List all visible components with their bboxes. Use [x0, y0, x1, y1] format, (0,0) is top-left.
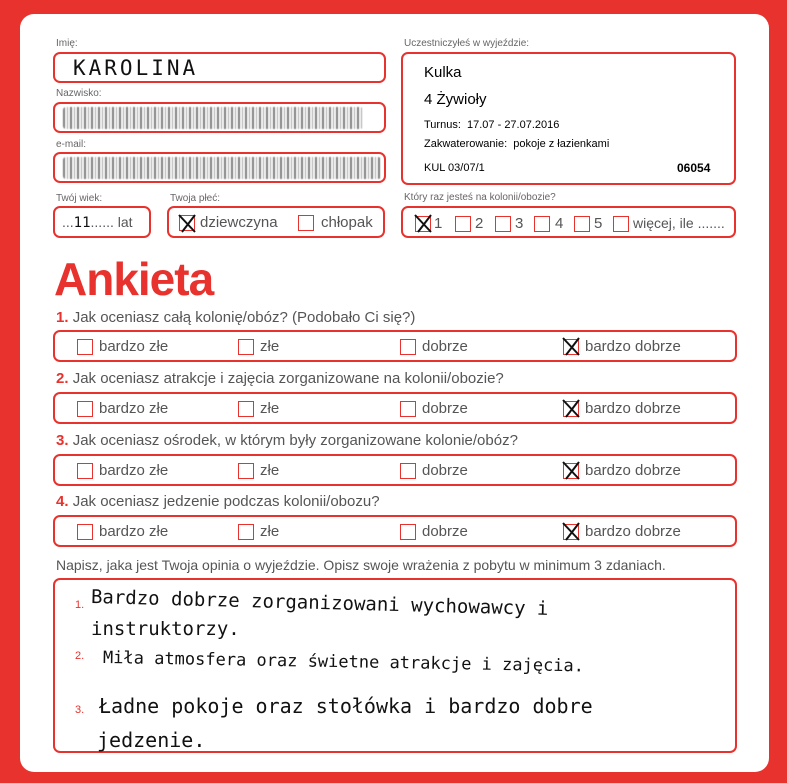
checkbox-wiecej[interactable] [613, 216, 629, 232]
rating-option-label: złe [260, 523, 280, 540]
rating-checkbox[interactable] [400, 339, 416, 355]
accommodation-line [424, 138, 609, 150]
opinion-line-3: Miła atmosfera oraz świetne atrakcje i zajęcia. [102, 648, 585, 677]
gender-option-chlopak: chłopak [321, 214, 373, 231]
turnus-label: Turnus: [424, 119, 461, 131]
which-time-option-3: 3 [515, 215, 524, 232]
question-2 [56, 370, 504, 387]
accommodation-label: Zakwaterowanie: [424, 138, 508, 150]
redacted-surname [63, 107, 363, 129]
rating-option-label: dobrze [422, 523, 468, 540]
trip-program: 4 Żywioły [424, 91, 487, 108]
rating-checkbox[interactable] [77, 339, 93, 355]
rating-checkbox[interactable] [238, 401, 254, 417]
accommodation-value: pokoje z łazienkami [513, 138, 610, 150]
rating-option-label: bardzo złe [99, 462, 169, 479]
rating-checkbox[interactable] [400, 463, 416, 479]
question-text: Jak oceniasz ośrodek, w którym były zorganizowane kolonie/obóz? [72, 432, 518, 449]
rating-checkbox[interactable] [238, 463, 254, 479]
checkbox-2[interactable] [455, 216, 471, 232]
opinion-line-1: Bardzo dobrze zorganizowani wychowawcy i [90, 586, 549, 620]
trip-info-box [401, 52, 736, 185]
opinion-line-5: jedzenie. [97, 728, 206, 752]
rating-option-label: dobrze [422, 338, 468, 355]
age-line: ...11...... lat [62, 214, 133, 231]
rating-option-label: bardzo złe [99, 338, 169, 355]
rating-checkbox[interactable] [77, 463, 93, 479]
opinion-number-1: 1. [75, 599, 85, 611]
opinion-number-3: 3. [75, 704, 85, 716]
name-value: KAROLINA [73, 56, 199, 80]
rating-checkbox[interactable] [238, 339, 254, 355]
age-unit: lat [117, 214, 133, 230]
age-label: Twój wiek: [56, 193, 103, 204]
rating-option-label: złe [260, 462, 280, 479]
trip-name: Kulka [424, 64, 462, 81]
name-label: Imię: [56, 38, 78, 49]
surname-label: Nazwisko: [56, 88, 102, 99]
trip-label: Uczestniczyłeś w wyjeździe: [404, 38, 530, 49]
rating-option-label: bardzo złe [99, 523, 169, 540]
email-field[interactable] [53, 152, 386, 183]
which-time-option-4: 4 [555, 215, 564, 232]
gender-option-dziewczyna: dziewczyna [200, 214, 278, 231]
check-x-icon [561, 521, 581, 541]
opinion-line-2: instruktorzy. [91, 618, 240, 640]
checkbox-5[interactable] [574, 216, 590, 232]
opinion-number-2: 2. [75, 650, 85, 662]
rating-option-label: bardzo dobrze [585, 462, 681, 479]
question-number: 3. [56, 432, 69, 449]
gender-field [167, 206, 385, 238]
rating-option-label: bardzo złe [99, 400, 169, 417]
which-time-option-5: 5 [594, 215, 603, 232]
question-number: 2. [56, 370, 69, 387]
rating-option-label: bardzo dobrze [585, 338, 681, 355]
rating-row-3 [53, 454, 737, 486]
age-value: 11 [73, 215, 91, 231]
rating-row-1 [53, 330, 737, 362]
trip-number: 06054 [677, 161, 711, 175]
checkbox-4[interactable] [534, 216, 550, 232]
email-label: e-mail: [56, 139, 87, 150]
which-time-option-2: 2 [475, 215, 484, 232]
rating-checkbox[interactable] [238, 524, 254, 540]
rating-checkbox[interactable] [77, 401, 93, 417]
name-field[interactable] [53, 52, 386, 83]
opinion-line-4: Ładne pokoje oraz stołówka i bardzo dobre [99, 694, 593, 718]
survey-title: Ankieta [54, 253, 214, 305]
rating-option-label: bardzo dobrze [585, 400, 681, 417]
question-1 [56, 309, 415, 326]
question-3 [56, 432, 518, 449]
question-text: Jak oceniasz atrakcje i zajęcia zorganizowane na kolonii/obozie? [72, 370, 504, 387]
check-x-icon [561, 460, 581, 480]
question-text: Jak oceniasz całą kolonię/obóz? (Podobało Ci się?) [72, 309, 416, 326]
rating-option-label: złe [260, 400, 280, 417]
gender-label: Twoja płeć: [170, 193, 221, 204]
checkbox-3[interactable] [495, 216, 511, 232]
rating-option-label: złe [260, 338, 280, 355]
question-4 [56, 493, 380, 510]
rating-option-label: bardzo dobrze [585, 523, 681, 540]
rating-checkbox[interactable] [400, 401, 416, 417]
rating-checkbox[interactable] [400, 524, 416, 540]
trip-code: KUL 03/07/1 [424, 162, 485, 174]
checkbox-chlopak[interactable] [298, 215, 314, 231]
opinion-field[interactable] [53, 578, 737, 753]
check-x-icon [413, 213, 433, 233]
turnus-value: 17.07 - 27.07.2016 [467, 119, 560, 131]
check-x-icon [561, 398, 581, 418]
which-time-label: Który raz jesteś na kolonii/obozie? [404, 192, 556, 203]
check-x-icon [177, 213, 197, 233]
question-text: Jak oceniasz jedzenie podczas kolonii/obozu? [72, 493, 380, 510]
opinion-prompt: Napisz, jaka jest Twoja opinia o wyjeździe. Opisz swoje wrażenia z pobytu w minimum 3 zdaniach. [56, 557, 666, 573]
rating-option-label: dobrze [422, 462, 468, 479]
which-time-field [401, 206, 736, 238]
surname-field[interactable] [53, 102, 386, 133]
which-time-option-more: więcej, ile ....... [633, 215, 725, 231]
question-number: 1. [56, 309, 69, 326]
age-field[interactable] [53, 206, 151, 238]
rating-row-4 [53, 515, 737, 547]
redacted-email [63, 157, 381, 179]
check-x-icon [561, 336, 581, 356]
which-time-option-1: 1 [434, 215, 443, 232]
question-number: 4. [56, 493, 69, 510]
rating-checkbox[interactable] [77, 524, 93, 540]
rating-row-2 [53, 392, 737, 424]
turnus-line [424, 119, 559, 131]
rating-option-label: dobrze [422, 400, 468, 417]
